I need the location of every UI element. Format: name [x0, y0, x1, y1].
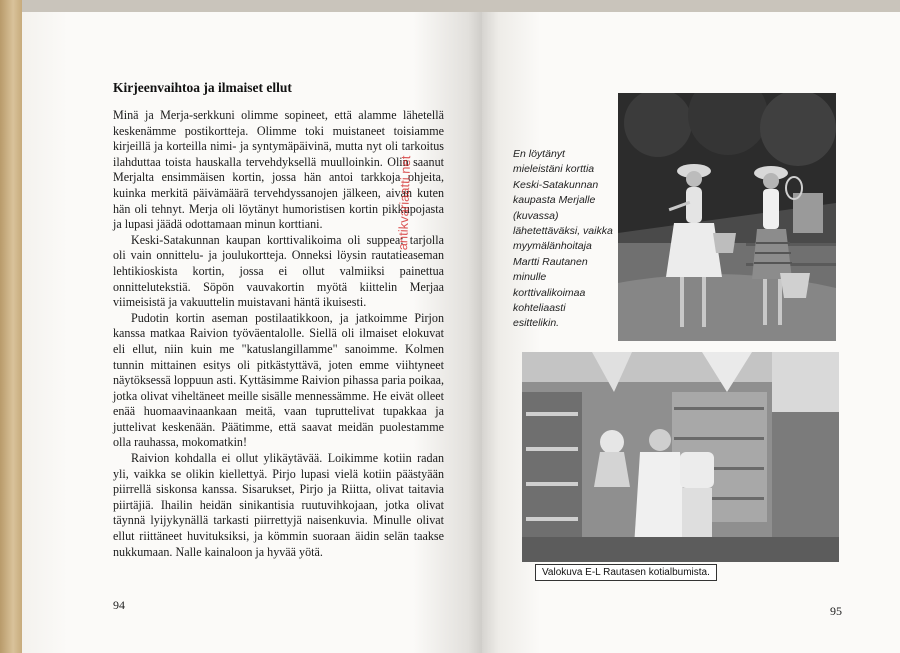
photo-credit: Valokuva E-L Rautasen kotialbumista. [535, 564, 717, 581]
book-top-edge [22, 0, 900, 12]
page-number-left: 94 [113, 598, 125, 612]
photo-shop-interior [522, 352, 839, 562]
paragraph: Keski-Satakunnan kaupan korttivalikoima oli suppea: tarjolla oli vain onnittelu- ja joulukortteja. Onneksi löysin rautatieaseman lehtikioskista kortin, jossa ei ollut valmiiksi painettua onnittelutekstiä. Söpön vauvakortin myötä kiittelin Merjaa viimeisistä ja vakuuttelin muistavani häntä ikuisesti. [113, 232, 444, 310]
photo-shop-illustration [522, 352, 839, 562]
photo-two-girls-illustration [618, 93, 836, 341]
paragraph: Minä ja Merja-serkkuni olimme sopineet, että alamme lähetellä keskenämme postikortteja. Olimme toki muistaneet toisiamme kirjeillä ja korteilla nimi- ja syntymäpäivinä, mutta nyt oli tarkoitus ilahduttaa toista hauskalla tervehdyksellä muulloinkin. Olin saanut Merjalta ensimmäisen kortin, jossa hän antoi tarkkoja ohjeita, kuinka merkitä päivämäärä tervehdyssanojen jälkeen, aivan kuten hän oli tehnyt. Merja oli löytänyt humoristisen kortin pikkupojasta ja lupasi jäädä odottamaan minun korttiani. [113, 108, 444, 232]
paragraph: Pudotin kortin aseman postilaatikkoon, ja jatkoimme Pirjon kanssa matkaa Raivion työväentalolle. Siellä oli ilmaiset elokuvat eli ellut, niin kuin me "katuslangillamme" sanoimme. Kolmen tunnin mittainen esitys oli pitkästyttävä, joten emme viihtyneet näytöksessä loppuun asti. Kyttäsimme Raivion pihassa paria poikaa, jotka olivat viheltäneet meille sisälle mennessämme. He eivät olleet enää huomaavinaankaan meitä, vaan tupruttelivat tupakkaa ja juttelivat keskenään. Päätimme, että saavat meidän puolestamme olla rauhassa, mokomatkin! [113, 310, 444, 450]
paragraph: Raivion kohdalla ei ollut ylikäytävää. Loikimme kotiin radan yli, vaikka se olikin kiellettyä. Pirjo lupasi vielä kotiin päästyään piirrellä siskonsa kanssa. Sisarukset, Pirjo ja Riitta, olivat taitavia piirtäjiä. Ihailin heidän sinikantisia ruutuvihkojaan, jotka olivat täynnä lyijykynällä tarkasti piirrettyjä naisenkuvia. Minulle olivat ellut riittäneet huvituksiksi, ja kömmin suoraan äidin selän taakse nukkumaan. Nalle kainaloon ja hyvää yötä. [113, 451, 444, 559]
section-heading: Kirjeenvaihtoa ja ilmaiset ellut [113, 80, 292, 95]
photo-caption: En löytänyt mieleistäni korttia Keski-Satakunnan kaupasta Merjalle (kuvassa) lähetettäväksi, vaikka myymälänhoitaja Martti Rautanen minulle korttivalikoimaa kohteliaasti esittelikin. [513, 148, 613, 330]
body-text [113, 108, 444, 560]
watermark: antikvariaatti.net [395, 155, 414, 251]
book-cover-edge [0, 0, 22, 653]
photo-two-girls [618, 93, 836, 341]
page-number-right: 95 [830, 604, 842, 618]
